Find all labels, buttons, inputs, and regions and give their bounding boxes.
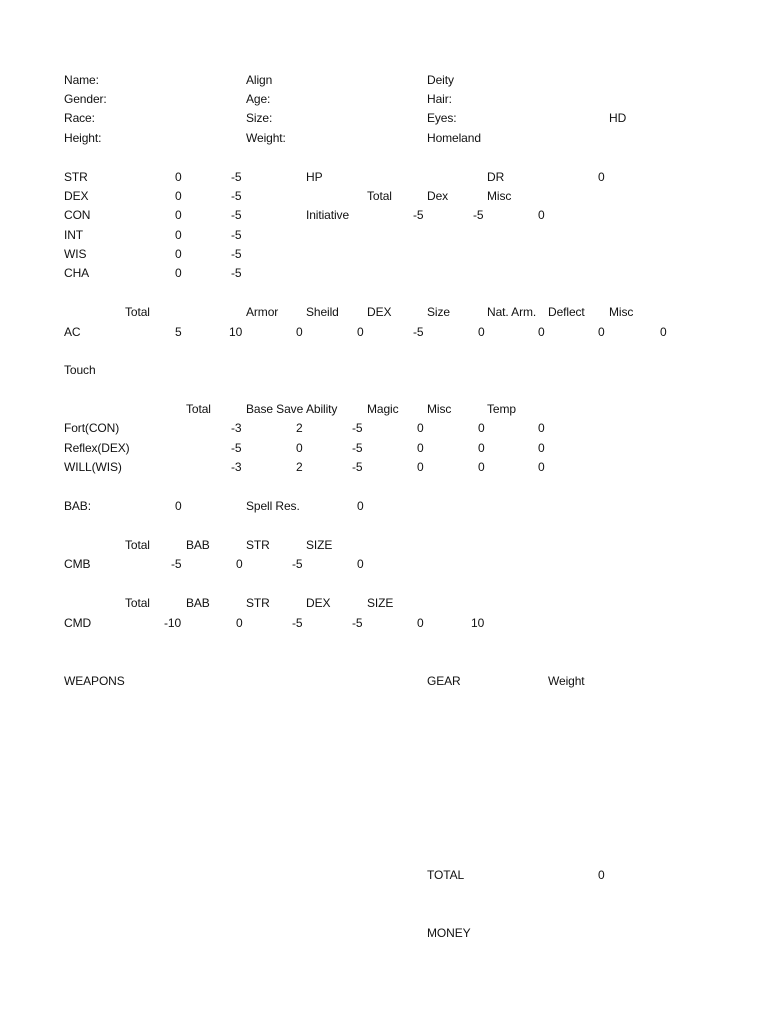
- initiative-dex-header: Dex: [427, 189, 449, 203]
- race-label: Race:: [64, 111, 95, 125]
- ability-modifier: -5: [231, 228, 242, 242]
- dr-label: DR: [487, 170, 505, 184]
- save-value: 0: [417, 460, 424, 474]
- height-label: Height:: [64, 131, 102, 145]
- ac-extra: 0: [660, 325, 667, 339]
- cmd-header-total: Total: [125, 596, 150, 610]
- cmd-size: 0: [417, 616, 424, 630]
- ac-total: 5: [175, 325, 182, 339]
- gender-label: Gender:: [64, 92, 107, 106]
- save-value: 0: [478, 421, 485, 435]
- cmd-str: -5: [292, 616, 303, 630]
- hp-label: HP: [306, 170, 323, 184]
- gear-total-value: 0: [598, 868, 605, 882]
- gear-weight-label: Weight: [548, 674, 585, 688]
- cmd-base: 10: [471, 616, 485, 630]
- ac-deflect: 0: [538, 325, 545, 339]
- weapons-label: WEAPONS: [64, 674, 125, 688]
- eyes-label: Eyes:: [427, 111, 457, 125]
- cmb-label: CMB: [64, 557, 91, 571]
- name-label: Name:: [64, 73, 99, 87]
- ac-header-misc: Misc: [609, 305, 634, 319]
- ability-name: INT: [64, 228, 84, 242]
- touch-label: Touch: [64, 363, 96, 377]
- cmd-label: CMD: [64, 616, 92, 630]
- align-label: Align: [246, 73, 273, 87]
- ac-dex: 0: [357, 325, 364, 339]
- ability-score: 0: [175, 170, 182, 184]
- save-value: 0: [538, 421, 545, 435]
- ac-shield: 0: [296, 325, 303, 339]
- ability-modifier: -5: [231, 189, 242, 203]
- save-name: Reflex(DEX): [64, 441, 130, 455]
- ability-name: CHA: [64, 266, 90, 280]
- save-value: 0: [478, 441, 485, 455]
- ability-name: DEX: [64, 189, 89, 203]
- hair-label: Hair:: [427, 92, 452, 106]
- ac-misc: 0: [598, 325, 605, 339]
- age-label: Age:: [246, 92, 271, 106]
- weight-label: Weight:: [246, 131, 286, 145]
- size-label: Size:: [246, 111, 273, 125]
- ability-modifier: -5: [231, 266, 242, 280]
- cmb-header-bab: BAB: [186, 538, 210, 552]
- ability-score: 0: [175, 208, 182, 222]
- spell-resistance-value: 0: [357, 499, 364, 513]
- cmd-bab: 0: [236, 616, 243, 630]
- money-label: MONEY: [427, 926, 471, 940]
- initiative-misc: 0: [538, 208, 545, 222]
- cmd-header-bab: BAB: [186, 596, 210, 610]
- saves-header-base-save: Base Save: [246, 402, 304, 416]
- deity-label: Deity: [427, 73, 454, 87]
- ac-header-armor: Armor: [246, 305, 279, 319]
- ability-score: 0: [175, 266, 182, 280]
- save-value: -5: [352, 441, 363, 455]
- homeland-label: Homeland: [427, 131, 481, 145]
- ability-modifier: -5: [231, 247, 242, 261]
- spell-resistance-label: Spell Res.: [246, 499, 300, 513]
- save-value: 0: [538, 460, 545, 474]
- cmb-header-total: Total: [125, 538, 150, 552]
- ac-armor: 10: [229, 325, 243, 339]
- dr-value: 0: [598, 170, 605, 184]
- cmb-str: -5: [292, 557, 303, 571]
- cmb-header-str: STR: [246, 538, 270, 552]
- save-value: 0: [538, 441, 545, 455]
- cmd-dex: -5: [352, 616, 363, 630]
- save-value: 2: [296, 421, 303, 435]
- ac-header-deflect: Deflect: [548, 305, 585, 319]
- ac-label: AC: [64, 325, 81, 339]
- save-value: -5: [352, 460, 363, 474]
- initiative-label: Initiative: [306, 208, 350, 222]
- save-value: 2: [296, 460, 303, 474]
- ac-header-size: Size: [427, 305, 450, 319]
- cmb-total: -5: [171, 557, 182, 571]
- initiative-dex: -5: [473, 208, 484, 222]
- save-value: 0: [417, 421, 424, 435]
- cmb-size: 0: [357, 557, 364, 571]
- ac-header-dex: DEX: [367, 305, 392, 319]
- save-value: 0: [296, 441, 303, 455]
- cmd-header-size: SIZE: [367, 596, 394, 610]
- saves-header-temp: Temp: [487, 402, 516, 416]
- initiative-total-header: Total: [367, 189, 392, 203]
- save-value: -5: [352, 421, 363, 435]
- initiative-total: -5: [413, 208, 424, 222]
- cmb-bab: 0: [236, 557, 243, 571]
- bab-label: BAB:: [64, 499, 91, 513]
- ac-size: -5: [413, 325, 424, 339]
- save-value: -3: [231, 421, 242, 435]
- ac-header-shield: Sheild: [306, 305, 339, 319]
- ability-score: 0: [175, 228, 182, 242]
- initiative-misc-header: Misc: [487, 189, 512, 203]
- saves-header-ability: Ability: [306, 402, 338, 416]
- gear-total-label: TOTAL: [427, 868, 465, 882]
- saves-header-total: Total: [186, 402, 211, 416]
- bab-value: 0: [175, 499, 182, 513]
- save-value: -3: [231, 460, 242, 474]
- save-value: 0: [417, 441, 424, 455]
- hd-label: HD: [609, 111, 627, 125]
- ability-score: 0: [175, 247, 182, 261]
- save-value: 0: [478, 460, 485, 474]
- saves-header-magic: Magic: [367, 402, 399, 416]
- saves-header-misc: Misc: [427, 402, 452, 416]
- cmd-header-dex: DEX: [306, 596, 331, 610]
- cmd-total: -10: [164, 616, 182, 630]
- ability-name: STR: [64, 170, 88, 184]
- ability-name: WIS: [64, 247, 87, 261]
- save-name: WILL(WIS): [64, 460, 122, 474]
- ability-modifier: -5: [231, 208, 242, 222]
- cmb-header-size: SIZE: [306, 538, 333, 552]
- ac-header-total: Total: [125, 305, 150, 319]
- ability-name: CON: [64, 208, 91, 222]
- ac-header-natural-armor: Nat. Arm.: [487, 305, 537, 319]
- gear-label: GEAR: [427, 674, 461, 688]
- save-name: Fort(CON): [64, 421, 120, 435]
- ability-score: 0: [175, 189, 182, 203]
- save-value: -5: [231, 441, 242, 455]
- ability-modifier: -5: [231, 170, 242, 184]
- cmd-header-str: STR: [246, 596, 270, 610]
- ac-natural-armor: 0: [478, 325, 485, 339]
